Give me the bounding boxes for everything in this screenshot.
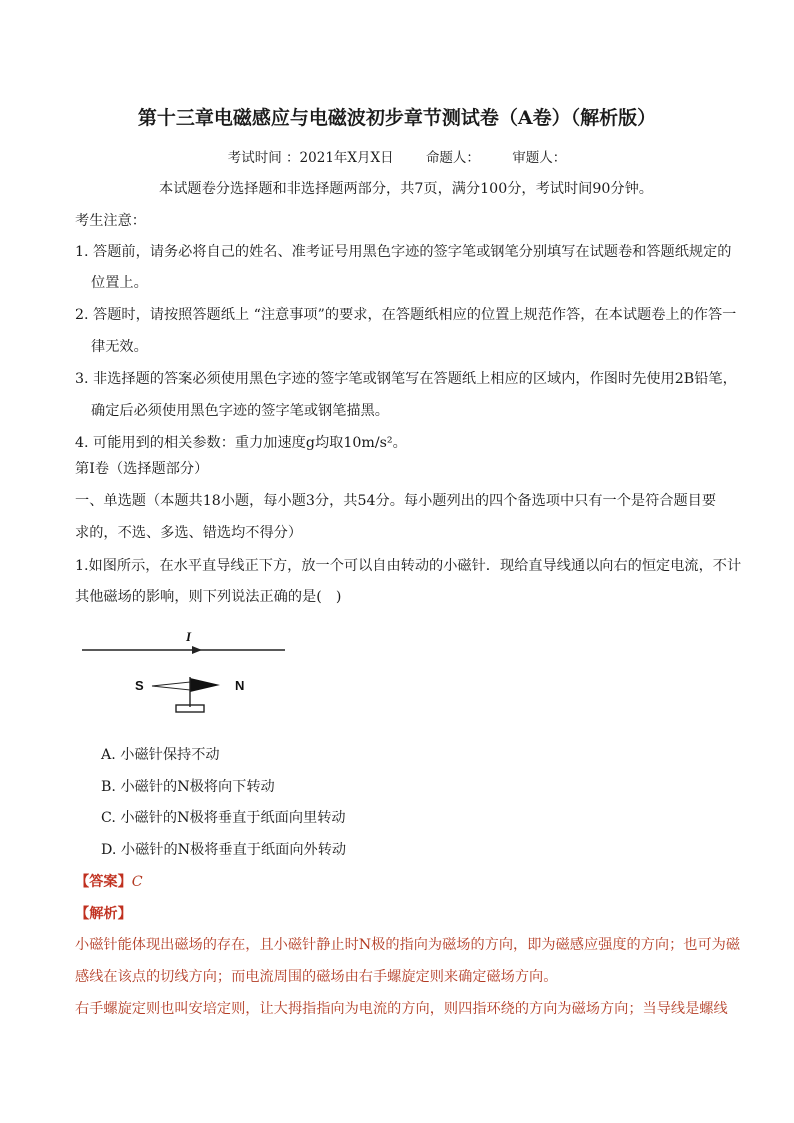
answer-label: 【答案】 — [75, 874, 132, 890]
question-1-line1: 1.如图所示，在水平直导线正下方，放一个可以自由转动的小磁针．现给直导线通以向右的恒定电流，不计 — [75, 558, 742, 574]
answer-line — [75, 871, 143, 891]
current-label: I — [186, 629, 192, 644]
notice-2-line1: 2. 答题时，请按照答题纸上 “注意事项”的要求，在答题纸相应的位置上规范作答，在本试题卷上的作答一 — [75, 307, 737, 323]
exam-time: 考试时间 ：2021年X月X日 — [227, 150, 394, 166]
analysis-line-3: 右手螺旋定则也叫安培定则，让大拇指指向为电流的方向，则四指环绕的方向为磁场方向；当导线是螺线 — [75, 1001, 728, 1017]
notice-2-line2: 律无效。 — [91, 339, 148, 355]
option-a: A. 小磁针保持不动 — [101, 747, 220, 763]
author-field: 命题人： — [425, 150, 480, 166]
exam-intro: 本试题卷分选择题和非选择题两部分，共7页，满分100分，考试时间90分钟。 — [159, 181, 653, 197]
analysis-label: 【解析】 — [75, 906, 132, 922]
notice-3-line1: 3. 非选择题的答案必须使用黑色字迹的签字笔或钢笔写在答题纸上相应的区域内，作图时先使用2B铅笔， — [75, 371, 737, 387]
section-heading: 第Ⅰ卷（选择题部分） — [75, 461, 209, 477]
notice-1-line1: 1. 答题前，请务必将自己的姓名、准考证号用黑色字迹的签字笔或钢笔分别填写在试题卷和答题纸规定的 — [75, 244, 732, 260]
compass-figure — [80, 625, 290, 720]
reviewer-field: 审题人： — [512, 150, 567, 166]
part-heading-line2: 求的，不选、多选、错选均不得分） — [75, 525, 303, 541]
option-d: D. 小磁针的N极将垂直于纸面向外转动 — [101, 842, 347, 858]
option-b: B. 小磁针的N极将向下转动 — [101, 779, 275, 795]
notice-heading: 考生注意： — [75, 213, 146, 229]
notice-3-line2: 确定后必须使用黑色字迹的签字笔或钢笔描黑。 — [91, 403, 389, 419]
option-c: C. 小磁针的N极将垂直于纸面向里转动 — [101, 810, 346, 826]
analysis-line-1: 小磁针能体现出磁场的存在，且小磁针静止时N极的指向为磁场的方向，即为磁感应强度的方向；也可为磁 — [75, 937, 741, 953]
document-title: 第十三章电磁感应与电磁波初步章节测试卷（A卷）（解析版） — [137, 107, 657, 129]
question-1-line2: 其他磁场的影响，则下列说法正确的是( ) — [75, 589, 342, 605]
answer-value: C — [131, 874, 143, 890]
needle-north-half — [190, 678, 220, 692]
south-pole-label: S — [135, 678, 144, 693]
current-arrow-icon — [192, 646, 202, 654]
notice-1-line2: 位置上。 — [91, 275, 148, 291]
notice-4: 4. 可能用到的相关参数：重力加速度g均取10m/s²。 — [75, 435, 407, 451]
needle-south-half — [152, 682, 190, 690]
north-pole-label: N — [235, 678, 245, 693]
part-heading-line1: 一、单选题（本题共18小题，每小题3分，共54分。每小题列出的四个备选项中只有一个是符合题目要 — [75, 493, 717, 509]
exam-meta — [0, 146, 794, 166]
analysis-line-2: 感线在该点的切线方向；而电流周围的磁场由右手螺旋定则来确定磁场方向。 — [75, 969, 558, 985]
